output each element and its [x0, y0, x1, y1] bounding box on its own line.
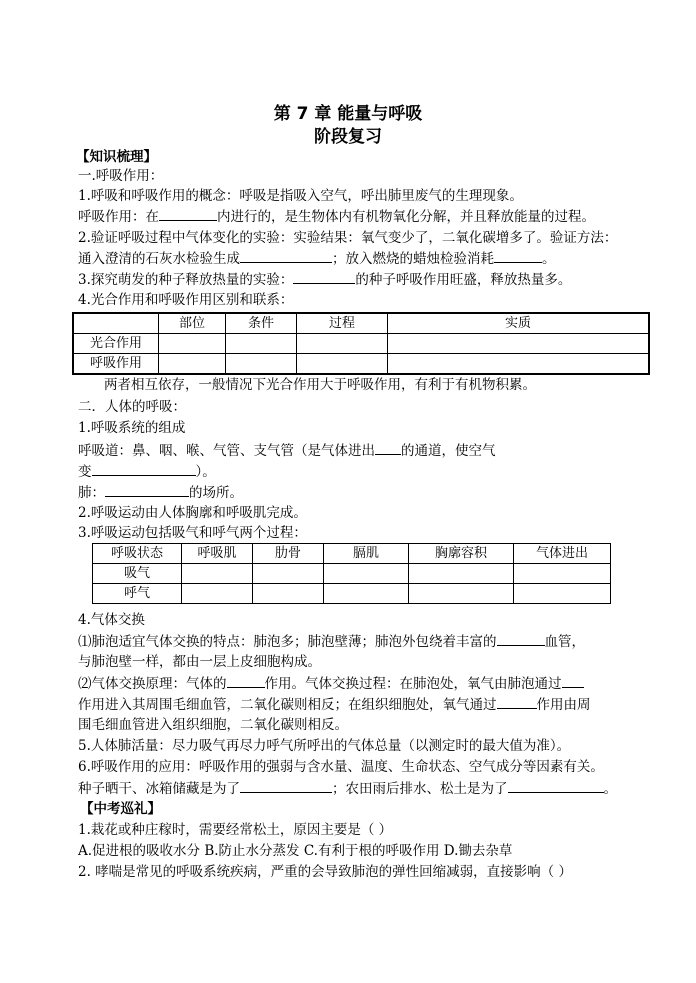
fill-blank	[508, 779, 604, 793]
sec2-heading: 二．人体的呼吸：	[78, 399, 186, 415]
table-row	[93, 544, 611, 564]
text-line: 4.光合作用和呼吸作用区别和联系：	[78, 292, 294, 308]
table-row	[73, 313, 649, 334]
table-cell	[388, 354, 650, 375]
table-cell	[182, 564, 253, 584]
text-line: 与肺泡壁一样，都由一层上皮细胞构成。	[78, 654, 321, 670]
table-cell	[253, 564, 324, 584]
text-line: 呼吸道：鼻、咽、喉、气管、支气管（是气体进出 的通道，使空气	[78, 443, 496, 459]
table-cell	[514, 564, 611, 584]
table-cell	[73, 313, 159, 334]
section-knowledge: 【知识梳理】	[76, 149, 157, 165]
text-line: 1.呼吸和呼吸作用的概念：呼吸是指吸入空气，呼出肺里废气的生理现象。	[78, 188, 523, 204]
text-line: 2.呼吸运动由人体胸廓和呼吸肌完成。	[78, 505, 307, 521]
text-line: 种子晒干、冰箱储藏是为了 ；农田雨后排水、松土是为了 。	[78, 781, 617, 797]
table-cell	[297, 354, 388, 375]
table-row	[93, 564, 611, 584]
table-cell	[409, 564, 514, 584]
table-header: 膈肌	[324, 544, 409, 564]
text-line: 变 ）。	[78, 464, 216, 480]
chapter-title: 第 7 章 能量与呼吸	[273, 104, 423, 124]
table-cell	[324, 564, 409, 584]
table-header: 实质	[388, 313, 650, 334]
text-line: 肺： 的场所。	[78, 485, 243, 501]
section-exam: 【中考巡礼】	[80, 801, 161, 817]
table-header: 气体进出	[514, 544, 611, 564]
table-cell	[159, 354, 226, 375]
photosynthesis-respiration-table	[72, 312, 650, 375]
fill-blank	[105, 483, 189, 497]
table-header: 过程	[297, 313, 388, 334]
text-line: 两者相互依存，一般情况下光合作用大于呼吸作用，有利于有机物积累。	[104, 377, 536, 393]
text-line: 6.呼吸作用的应用：呼吸作用的强弱与含水量、温度、生命状态、空气成分等因素有关。	[78, 759, 604, 775]
text-line: 通入澄清的石灰水检验生成 ；放入燃烧的蜡烛检验消耗 。	[78, 251, 556, 267]
text-line: ⑵气体交换原理：气体的 作用。气体交换过程：在肺泡处，氧气由肺泡通过	[78, 674, 584, 694]
text-line: 3.呼吸运动包括吸气和呼气两个过程：	[78, 525, 307, 541]
text-line: ⑴肺泡适宜气体交换的特点：肺泡多；肺泡壁薄；肺泡外包绕着丰富的 血管，	[78, 634, 585, 650]
table-row	[73, 334, 649, 354]
table-cell	[159, 334, 226, 354]
table-header: 肋骨	[253, 544, 324, 564]
row-label: 吸气	[93, 564, 182, 584]
text-line: 2.验证呼吸过程中气体变化的实验：实验结果：氧气变少了，二氧化碳增多了。验证方法：	[78, 230, 618, 246]
question-1-options: A.促进根的吸收水分 B.防止水分蒸发 C.有利于根的呼吸作用 D.锄去杂草	[78, 843, 513, 859]
breathing-process-table	[92, 543, 611, 604]
fill-blank	[497, 695, 537, 709]
text-line: 围毛细血管进入组织细胞，二氧化碳则相反。	[78, 717, 348, 733]
table-header: 部位	[159, 313, 226, 334]
table-header: 呼吸肌	[182, 544, 253, 564]
fill-blank	[494, 249, 542, 263]
table-row	[93, 584, 611, 604]
table-cell	[226, 354, 297, 375]
row-label: 呼气	[93, 584, 182, 604]
table-cell	[324, 584, 409, 604]
fill-blank	[159, 207, 217, 221]
table-header: 条件	[226, 313, 297, 334]
fill-blank	[293, 270, 355, 284]
table-cell	[409, 584, 514, 604]
text-line: 3.探究萌发的种子释放热量的实验： 的种子呼吸作用旺盛，释放热量多。	[78, 272, 572, 288]
fill-blank	[240, 779, 332, 793]
table-cell	[514, 584, 611, 604]
question-2: 2. 哮喘是常见的呼吸系统疾病，严重的会导致肺泡的弹性回缩减弱，直接影响（ ）	[78, 864, 572, 880]
table-cell	[182, 584, 253, 604]
table-header: 呼吸状态	[93, 544, 182, 564]
fill-blank	[562, 674, 584, 688]
chapter-subtitle: 阶段复习	[314, 127, 382, 147]
row-label: 呼吸作用	[73, 354, 159, 375]
text-line: 1.呼吸系统的组成	[78, 420, 186, 436]
fill-blank	[227, 674, 265, 688]
text-line: 呼吸作用：在 内进行的，是生物体内有机物氧化分解，并且释放能量的过程。	[78, 209, 595, 225]
sec1-heading: 一.呼吸作用：	[78, 168, 164, 184]
table-cell	[253, 584, 324, 604]
fill-blank	[375, 441, 401, 455]
table-header: 胸廓容积	[409, 544, 514, 564]
row-label: 光合作用	[73, 334, 159, 354]
table-cell	[388, 334, 650, 354]
text-line: 5.人体肺活量：尽力吸气再尽力呼气所呼出的气体总量（以测定时的最大值为准）。	[78, 738, 571, 754]
table-cell	[226, 334, 297, 354]
table-cell	[297, 334, 388, 354]
fill-blank	[92, 462, 196, 476]
table-row	[73, 354, 649, 375]
text-line: 4.气体交换	[78, 612, 145, 628]
text-line: 作用进入其周围毛细血管，二氧化碳则相反；在组织细胞处，氧气通过 作用由周	[78, 697, 591, 713]
fill-blank	[497, 632, 545, 646]
question-1: 1.栽花或种庄稼时，需要经常松土，原因主要是（ ）	[78, 822, 393, 838]
fill-blank	[240, 249, 332, 263]
